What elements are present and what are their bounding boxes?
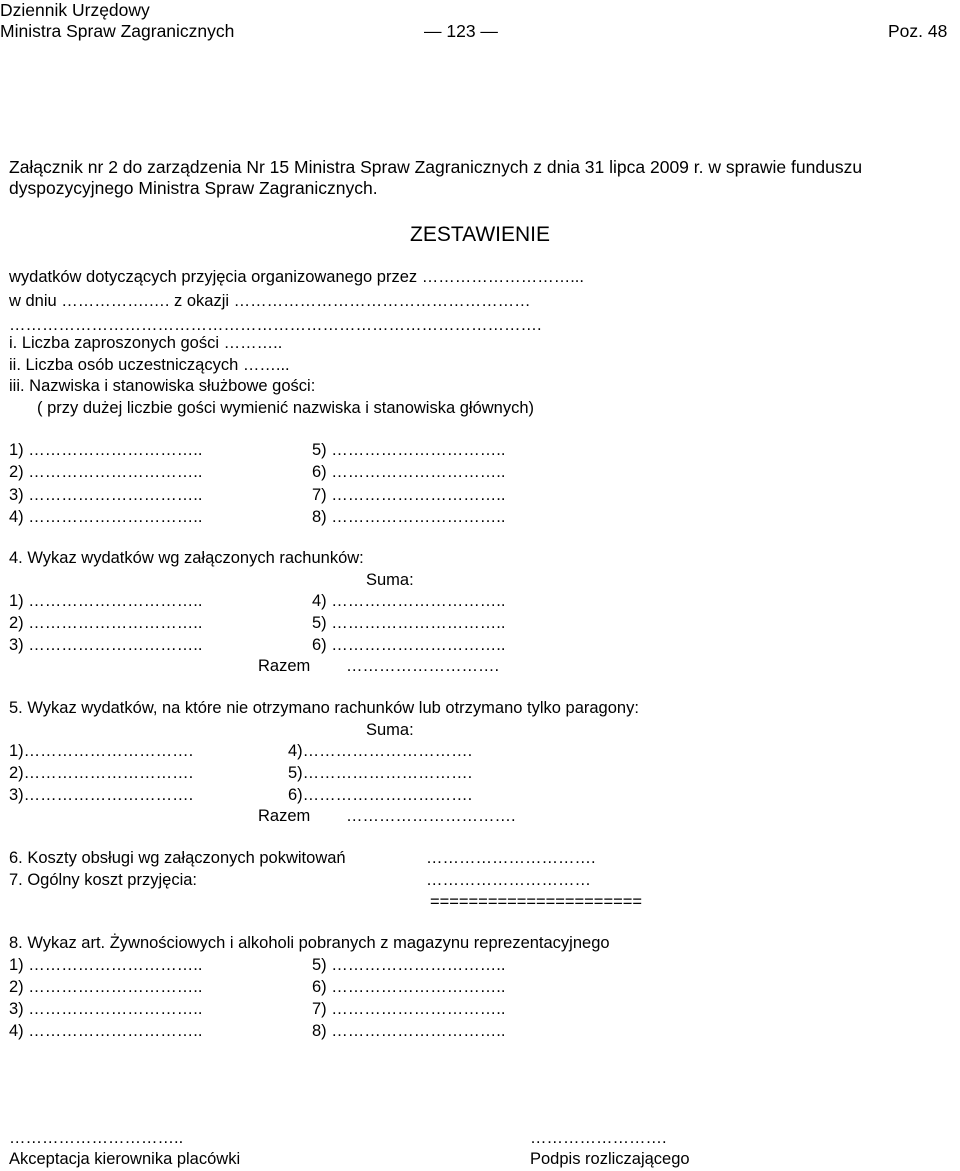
section4-heading: 4. Wykaz wydatków wg załączonych rachunków: [9, 549, 364, 567]
guest-entry: 7) ………………………….. [312, 486, 506, 504]
journal-name: Dziennik Urzędowy [0, 0, 150, 20]
receiptless-entry: 3)…………………………. [9, 786, 194, 804]
total-cost-rule: ====================== [430, 893, 642, 911]
journal-ministry: Ministra Spraw Zagranicznych [0, 21, 235, 41]
settler-signature-label: Podpis rozliczającego [530, 1150, 690, 1168]
receiptless-entry: 6)…………………………. [288, 786, 473, 804]
receipt-entry: 1) ………………………….. [9, 592, 203, 610]
receiptless-entry: 2)…………………………. [9, 764, 194, 782]
invited-guests-count: i. Liczba zaproszonych gości ……….. [9, 334, 283, 352]
guest-entry: 3) ………………………….. [9, 486, 203, 504]
section4-sum-label: Suma: [366, 571, 414, 589]
guest-entry: 2) ………………………….. [9, 463, 203, 481]
section4-total-label: Razem [258, 657, 311, 675]
stock-item-entry: 6) ………………………….. [312, 978, 506, 996]
annex-intro-line2: dyspozycyjnego Ministra Spraw Zagranicznych. [9, 178, 378, 198]
total-cost-label: 7. Ogólny koszt przyjęcia: [9, 871, 197, 889]
position-number: Poz. 48 [888, 21, 948, 41]
settler-signature-line: ……………………. [530, 1129, 667, 1147]
receipt-entry: 3) ………………………….. [9, 636, 203, 654]
guest-entry: 1) ………………………….. [9, 441, 203, 459]
guest-entry: 8) ………………………….. [312, 508, 506, 526]
guest-entry: 5) ………………………….. [312, 441, 506, 459]
approval-signature-label: Akceptacja kierownika placówki [9, 1150, 241, 1168]
approval-signature-line: ………………………….. [9, 1129, 184, 1147]
receiptless-entry: 4)…………………………. [288, 742, 473, 760]
total-cost-value: ………………………… [426, 871, 591, 889]
occasion-continuation-line: ……………………………………………………………………………………. [9, 316, 542, 334]
stock-item-entry: 8) ………………………….. [312, 1022, 506, 1040]
service-costs-label: 6. Koszty obsługi wg załączonych pokwitowań [9, 849, 346, 867]
section5-heading: 5. Wykaz wydatków, na które nie otrzymano rachunków lub otrzymano tylko paragony: [9, 699, 639, 717]
guests-names-heading: iii. Nazwiska i stanowiska służbowe gości: [9, 377, 316, 395]
stock-item-entry: 2) ………………………….. [9, 978, 203, 996]
page-title: ZESTAWIENIE [410, 223, 551, 246]
date-occasion-line: w dniu …………….…. z okazji ……………………………………………… [9, 292, 531, 310]
organizer-line: wydatków dotyczących przyjęcia organizowanego przez ………………………... [9, 268, 584, 286]
annex-intro-line1: Załącznik nr 2 do zarządzenia Nr 15 Ministra Spraw Zagranicznych z dnia 31 lipca 2009 r. w sprawie funduszu [9, 157, 863, 177]
receipt-entry: 4) ………………………….. [312, 592, 506, 610]
stock-item-entry: 4) ………………………….. [9, 1022, 203, 1040]
section5-total-label: Razem [258, 807, 311, 825]
guest-entry: 4) ………………………….. [9, 508, 203, 526]
participants-count: ii. Liczba osób uczestniczących ……... [9, 356, 290, 374]
receipt-entry: 5) ………………………….. [312, 614, 506, 632]
section5-total-value: …………………………. [346, 807, 516, 825]
stock-item-entry: 1) ………………………….. [9, 956, 203, 974]
stock-item-entry: 5) ………………………….. [312, 956, 506, 974]
receipt-entry: 2) ………………………….. [9, 614, 203, 632]
receipt-entry: 6) ………………………….. [312, 636, 506, 654]
stock-item-entry: 3) ………………………….. [9, 1000, 203, 1018]
receiptless-entry: 5)…………………………. [288, 764, 473, 782]
page-number: — 123 — [424, 21, 498, 41]
service-costs-value: …………………………. [426, 849, 596, 867]
section4-total-value: ………………………. [346, 657, 500, 675]
section8-heading: 8. Wykaz art. Żywnościowych i alkoholi pobranych z magazynu reprezentacyjnego [9, 934, 610, 952]
stock-item-entry: 7) ………………………….. [312, 1000, 506, 1018]
section5-sum-label: Suma: [366, 721, 414, 739]
guest-entry: 6) ………………………….. [312, 463, 506, 481]
receiptless-entry: 1)…………………………. [9, 742, 194, 760]
guests-names-note: ( przy dużej liczbie gości wymienić nazwiska i stanowiska głównych) [37, 399, 535, 417]
